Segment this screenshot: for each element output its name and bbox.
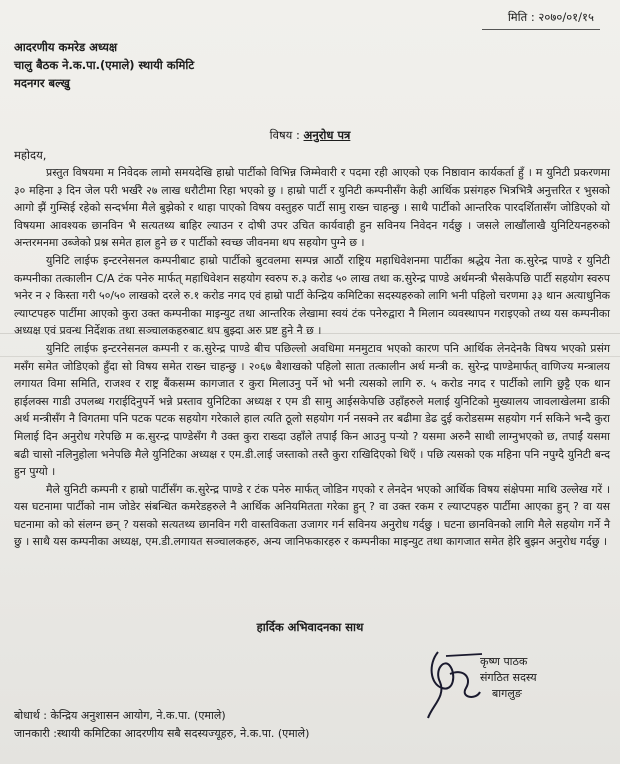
subject-line	[0, 128, 620, 143]
date-value: २०७०/०१/१५	[538, 10, 594, 24]
salutation: महोदय,	[14, 148, 47, 162]
date-label: मिति :	[507, 10, 535, 24]
sender-name: कृष्ण पाठक	[480, 655, 528, 668]
cc-line-1: बोधार्थ : केन्द्रिय अनुशासन आयोग, ने.क.पा. (एमाले)	[14, 709, 226, 722]
recipient-line-2: चालु बैठक ने.क.पा.(एमाले) स्थायी कमिटि	[14, 58, 195, 72]
body-paragraph-1: प्रस्तुत विषयमा म निवेदक लामो समयदेखि हाम्रो पार्टीको विभिन्न जिम्मेवारी र पदमा रही आएको एक निष्ठावान कार्यकर्ता हुँ । म युनिटी प्रकरणमा ३० महिना ३ दिन जेल परी भर्खरै २७ लाख धरौटीमा रिहा भएको छु । हाम्रो पार्टी र युनिटी कम्पनीसँग केही आर्थिक प्रसंगहरु भित्रभित्रै अनुत्तरित र भुसको आगो झैं गुम्सिई रहेको सन्दर्भमा मैले बुझेको र थाहा पाएको विषय वस्तुहरु पार्टी सामु राख्न चाहन्छु । साथै पार्टीको आन्तरिक पारदर्शितासँग जोडिएको यो विषयमा आवश्यक छानविन भै सत्यतथ्य बाहिर ल्याउन र दोषी उपर उचित कार्यवाही हुन सविनय निवेदन गर्दछु । जसले लाखौंलाखै युनिटियनहरुको अन्तरमनमा उब्जेको प्रश्न समेत हाल हुने छ र पार्टीको स्वच्छ जीवनमा थप सहयोग पुग्ने छ ।	[14, 166, 610, 250]
body-paragraph-3: युनिटि लाईफ इन्टरनेसनल कम्पनी र क.सुरेन्द्र पाण्डे बीच पछिल्लो अवधिमा मनमुटाव भएको कारण पनि आर्थिक लेनदेनकै विषय भएको प्रसंग मसँग समेत जोडिएको हुँदा सो विषय समेत राख्न चाहन्छु । २०६७ बैशाखको पहिलो साता तत्कालीन अर्थ मन्त्री क. सुरेन्द्र पाण्डेमार्फत् वाणिज्य मन्त्रालय लगायत विमा समिति, राजश्व र राष्ट्र बैंकसम्म कागजात र कुरा मिलाउनु पर्ने भो भनी त्यसको लागि रु. ५ करोड नगद र पार्टीको लागि छुट्टै एक थान हाईलक्स गाडी उपलब्ध गराईदिनुपर्ने भन्ने प्रस्ताव युनिटिका अध्यक्ष र एम डी सामु आईसकेपछि उहाँहरुले मलाई युनिटिको मुख्यालय जावलाखेलमा डाकी अर्थ मन्त्रीसँग नै विगतमा पनि पटक पटक सहयोग गरेकाले हाल त्यति ठूलो सहयोग गर्न नसक्ने तर बढीमा डेढ दुई करोडसम्म सहयोग गर्न सकिने भन्दै कुरा मिलाई दिन अनुरोध गरेपछि म क.सुरन्द्र पाण्डेसँग गै उक्त कुरा राख्दा उहाँले तपाईं किन आउनु पऱ्यो ? यसमा अरुनै साथी लाग्नुभएको छ, तपाईं यसमा बढी चासो नलिनुहोला भनेपछि मैले युनिटिका अध्यक्ष र एम.डी.लाई जस्ताको तस्तै कुरा राखिदिएको थिएँ । पछि त्यसको एक महिना पनि नपुग्दै युनिटी बन्द हुन पुग्यो ।	[14, 341, 610, 479]
subject-label: विषय :	[269, 128, 300, 142]
sender-place: बागलुङ	[492, 687, 522, 700]
body-paragraph-2: युनिटि लाईफ इन्टरनेसनल कम्पनीबाट हाम्रो पार्टीको बुटवलमा सम्पन्न आठौं राष्ट्रिय महाधिवेशनमा पार्टीका श्रद्धेय नेता क.सुरेन्द्र पाण्डे र युनिटी कम्पनीका तत्कालीन C/A टंक पनेरु मार्फत् महाधिवेशन सहयोग स्वरुप रु.३ करोड ५० लाख तथा क.सुरेन्द्र पाण्डे अर्थमन्त्री भैसकेपछि पार्टी सहयोग स्वरुप भनेर न २ किस्ता गरी ५०/५० लाखको दरले रु.१ करोड नगद एवं हाम्रो पार्टी केन्द्रिय कमिटिका सदस्यहरुको लागि भनी पहिलो चरणमा ३३ थान अत्याधुनिक ल्याप्टपहरु पार्टीमा आएको कुरा उक्त कम्पनीका माइन्युट तथा आन्तरिक लेखामा स्वयं टंक पनेरुद्वारा नै मिलान व्यवस्थापन गराइएको तथ्य यस कम्पनीका अध्यक्ष एवं प्रवन्ध निर्देशक तथा सञ्चालकहरुबाट थप बुझ्दा अरु प्रष्ट हुने नै छ ।	[14, 253, 610, 338]
sender-designation: संगठित सदस्य	[480, 671, 537, 684]
recipient-line-3: मदनगर बल्खु	[14, 76, 70, 90]
closing-line: हार्दिक अभिवादनका साथ	[256, 620, 364, 634]
letter-body	[14, 164, 610, 551]
sender-block	[480, 654, 537, 702]
body-paragraph-4: मैले युनिटी कम्पनी र हाम्रो पार्टीसँग क.सुरेन्द्र पाण्डे र टंक पनेरु मार्फत् जोडिन गएको र लेनदेन भएको आर्थिक विषय संक्षेपमा माथि उल्लेख गरें । यस घटनामा पार्टीको नाम जोडेर संबन्धित कमरेडहरुले नै आर्थिक अनियमितता गरेका हुन् ? वा उक्त रकम र ल्याप्टपहरु पार्टीमा आएका हुन् ? वा यस घटनामा को को संलग्न छन् ? यसको सत्यतथ्य छानविन गरी वास्तविकता उजागर गर्न सविनय अनुरोध गर्दछु । घटना छानविनको लागि मैले सहयोग गर्ने नै छु । साथै यस कम्पनीका अध्यक्ष, एम.डी.लगायत सञ्चालकहरु, अन्य जानिफकारहरु र कम्पनीका माइन्युट तथा कागजात समेत हेरि बुझन अनुरोध गर्दछु ।	[14, 482, 610, 549]
recipient-line-1: आदरणीय कमरेड अध्यक्ष	[14, 40, 118, 54]
cc-line-2: जानकारी :स्थायी कमिटिका आदरणीय सबै सदस्यज्यूहरु, ने.क.पा. (एमाले)	[14, 727, 310, 740]
subject-value: अनुरोध पत्र	[303, 128, 351, 142]
date-field	[508, 10, 594, 25]
date-underline	[482, 29, 600, 30]
